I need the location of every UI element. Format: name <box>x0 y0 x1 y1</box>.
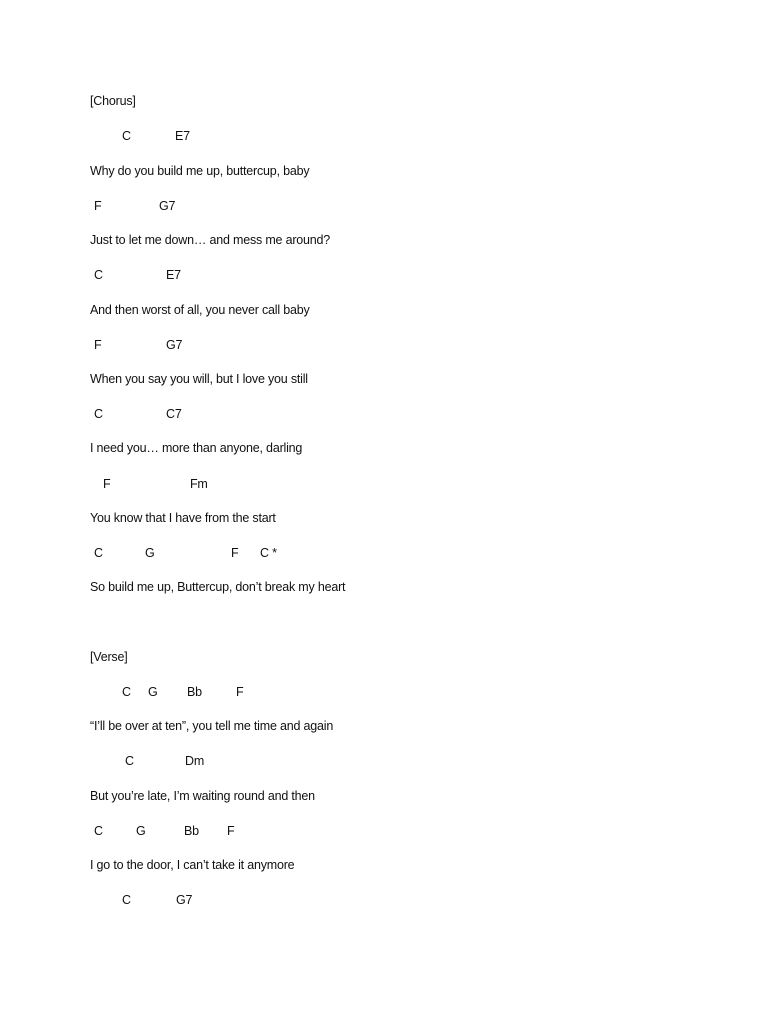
chord: Bb <box>184 824 199 838</box>
chord: C <box>94 546 103 560</box>
chord: F <box>94 199 102 213</box>
chorus-header: [Chorus] <box>90 94 136 108</box>
chord: C * <box>260 546 277 560</box>
chord: Dm <box>185 754 205 768</box>
chord: G <box>136 824 146 838</box>
chord: C <box>94 824 103 838</box>
chord: G <box>145 546 155 560</box>
chord: G <box>148 685 158 699</box>
chord: Bb <box>187 685 202 699</box>
chord: E7 <box>175 129 190 143</box>
verse-header: [Verse] <box>90 650 128 664</box>
chord: C <box>122 685 131 699</box>
lyric-line: And then worst of all, you never call baby <box>90 303 310 317</box>
chord: F <box>236 685 244 699</box>
lyric-line: I need you… more than anyone, darling <box>90 441 303 455</box>
chord: F <box>103 477 111 491</box>
chord: C <box>125 754 134 768</box>
chord: C <box>94 268 103 282</box>
chord: F <box>227 824 235 838</box>
chord: E7 <box>166 268 181 282</box>
lyric-line: You know that I have from the start <box>90 511 276 525</box>
lyric-line: When you say you will, but I love you still <box>90 372 308 386</box>
lyric-line: So build me up, Buttercup, don’t break my heart <box>90 580 346 594</box>
chord: C7 <box>166 407 182 421</box>
chord: F <box>231 546 239 560</box>
chord: C <box>94 407 103 421</box>
lyric-line: Why do you build me up, buttercup, baby <box>90 164 310 178</box>
chord: C <box>122 893 131 907</box>
lyric-line: But you’re late, I’m waiting round and then <box>90 789 315 803</box>
chord: G7 <box>176 893 193 907</box>
lyric-line: “I’ll be over at ten”, you tell me time and again <box>90 719 334 733</box>
lyric-line: I go to the door, I can’t take it anymore <box>90 858 295 872</box>
lyric-line: Just to let me down… and mess me around? <box>90 233 331 247</box>
chord: G7 <box>159 199 176 213</box>
chord: G7 <box>166 338 183 352</box>
chord: C <box>122 129 131 143</box>
chord: Fm <box>190 477 208 491</box>
chord: F <box>94 338 102 352</box>
